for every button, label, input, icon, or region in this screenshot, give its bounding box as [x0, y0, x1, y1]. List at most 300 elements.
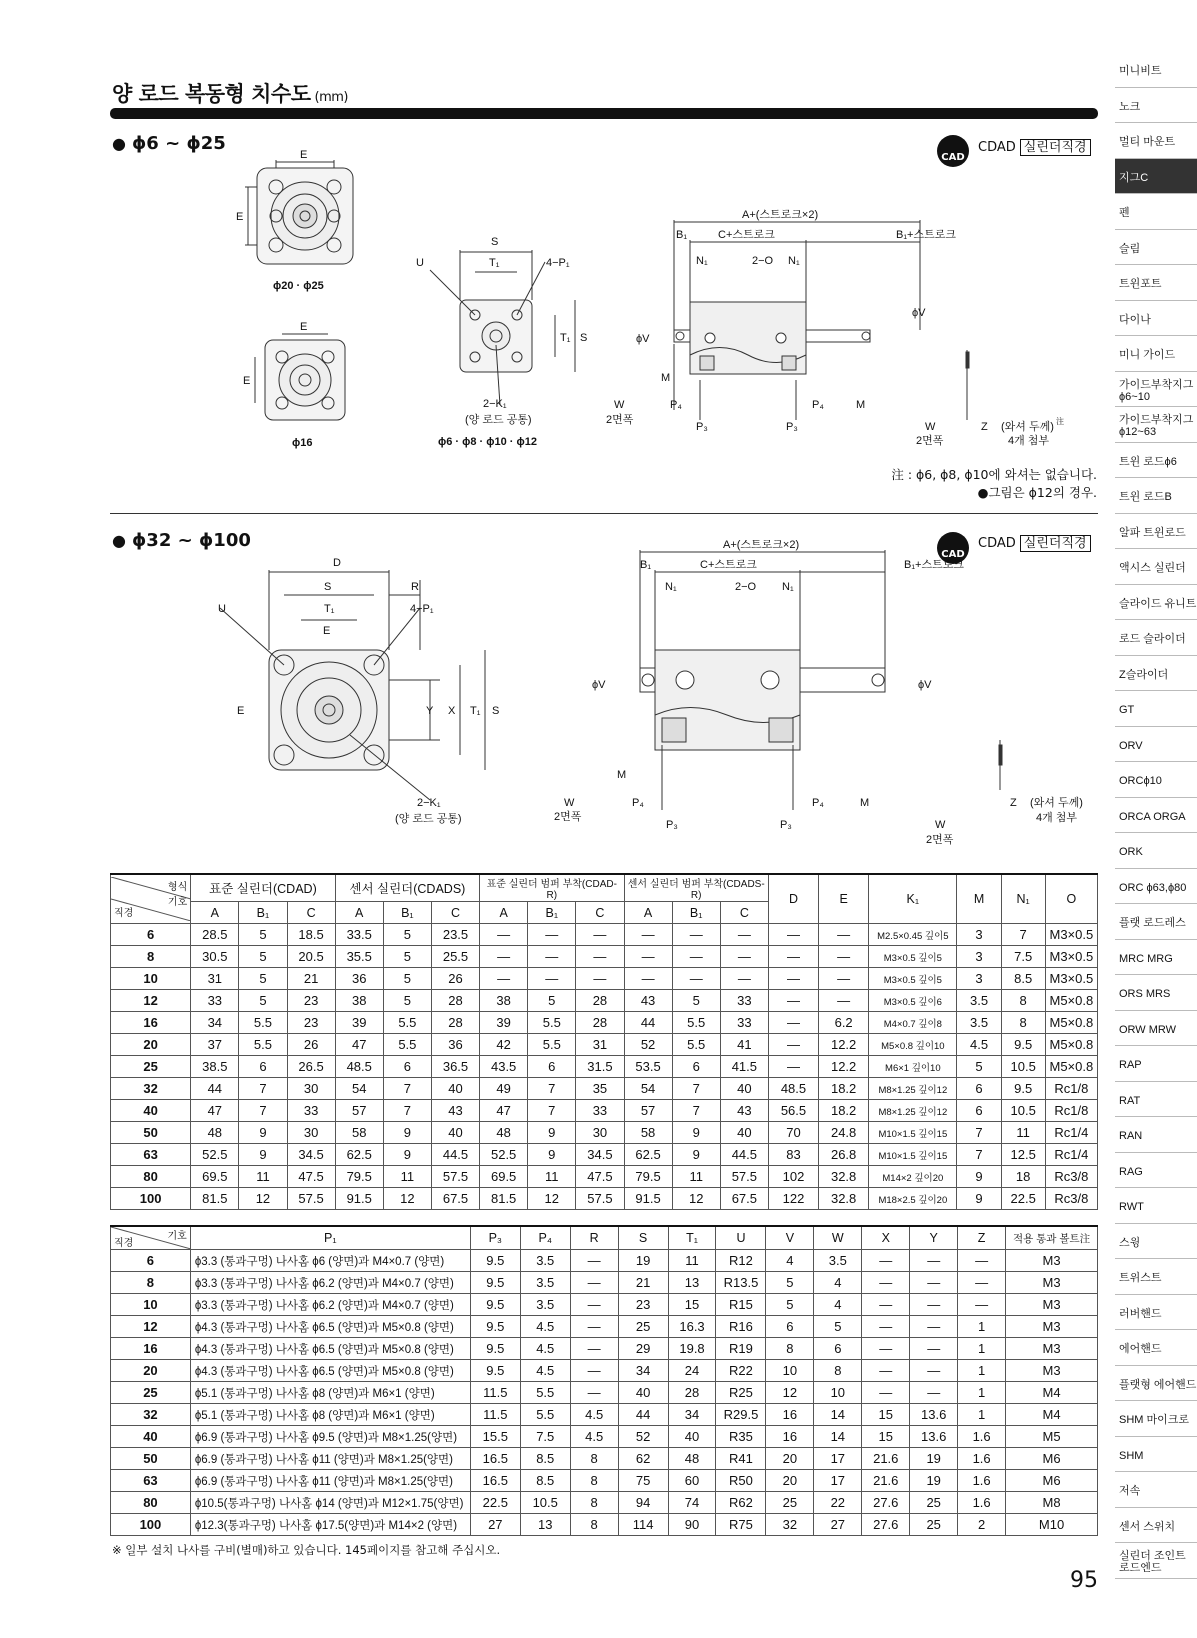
- table-cell: 5.5: [528, 1034, 576, 1056]
- corner-cell: [111, 874, 191, 924]
- table-cell: —: [720, 946, 768, 968]
- table-cell: 13.6: [910, 1404, 958, 1426]
- table-cell: 62.5: [624, 1144, 672, 1166]
- bore-cell: 8: [111, 1272, 191, 1294]
- sidebar-item[interactable]: SHM 마이크로: [1115, 1401, 1197, 1437]
- dim-p3-b: P₃: [786, 421, 798, 433]
- title-unit: (mm): [314, 90, 348, 105]
- table-cell: 4.5: [520, 1338, 570, 1360]
- table-cell: 7: [383, 1078, 431, 1100]
- sidebar-item[interactable]: ORCA ORGA: [1115, 798, 1197, 834]
- table-cell: 44: [624, 1012, 672, 1034]
- table-cell: ϕ3.3 (통과구멍) 나사홈 ϕ6 (양면)과 M4×0.7 (양면): [190, 1250, 470, 1272]
- table-cell: 8: [1001, 990, 1045, 1012]
- table-cell: 32.8: [819, 1188, 869, 1210]
- table-cell: 1.6: [958, 1448, 1006, 1470]
- table-cell: 15: [668, 1294, 716, 1316]
- table-cell: ϕ4.3 (통과구멍) 나사홈 ϕ6.5 (양면)과 M5×0.8 (양면): [190, 1338, 470, 1360]
- sidebar-item[interactable]: SHM: [1115, 1437, 1197, 1473]
- section2-heading-text: ϕ32 ~ ϕ100: [131, 530, 251, 551]
- col-a: A: [191, 902, 239, 924]
- table-cell: 48: [668, 1448, 716, 1470]
- section1-heading-text: ϕ6 ~ ϕ25: [131, 133, 226, 154]
- dim-e-vert: E: [236, 211, 244, 223]
- sidebar-item[interactable]: RAT: [1115, 1082, 1197, 1118]
- sidebar-item[interactable]: 센서 스위치: [1115, 1508, 1197, 1544]
- table-cell: 74: [668, 1492, 716, 1514]
- table-cell: ϕ10.5(통과구멍) 나사홈 ϕ14 (양면)과 M12×1.75(양면): [190, 1492, 470, 1514]
- bore-cell: 20: [111, 1034, 191, 1056]
- table-cell: 6: [766, 1316, 814, 1338]
- table-cell: Rc1/8: [1045, 1100, 1097, 1122]
- table-cell: 5: [383, 946, 431, 968]
- table-cell: —: [528, 924, 576, 946]
- table-cell: 8: [570, 1470, 618, 1492]
- table-cell: 57.5: [576, 1188, 624, 1210]
- table-cell: 6: [814, 1338, 862, 1360]
- dim-z: Z: [1010, 797, 1017, 809]
- table-cell: M5×0.8: [1045, 1012, 1097, 1034]
- table-cell: 58: [624, 1122, 672, 1144]
- table-cell: R50: [716, 1470, 766, 1492]
- table-cell: —: [672, 924, 720, 946]
- table-cell: —: [768, 1012, 818, 1034]
- sidebar-item[interactable]: 가이드부착지그 ϕ6~10: [1115, 372, 1197, 408]
- table-cell: 3.5: [520, 1250, 570, 1272]
- table-cell: 3: [957, 968, 1001, 990]
- table-cell: 37: [191, 1034, 239, 1056]
- table-cell: —: [720, 968, 768, 990]
- cad-label-text: CDAD: [978, 140, 1016, 155]
- table-cell: 40: [431, 1122, 479, 1144]
- table-cell: 36: [335, 968, 383, 990]
- table-row: [111, 924, 1098, 946]
- table-cell: 54: [624, 1078, 672, 1100]
- table-cell: 54: [335, 1078, 383, 1100]
- dim-m2: M: [860, 797, 870, 809]
- sidebar-item[interactable]: 트윈 로드B: [1115, 478, 1197, 514]
- sidebar-item[interactable]: 미니 가이드: [1115, 336, 1197, 372]
- table-cell: 5: [672, 990, 720, 1012]
- table-cell: 7: [957, 1144, 1001, 1166]
- table-cell: 9.5: [470, 1316, 520, 1338]
- table-cell: M5×0.8 깊이10: [869, 1034, 957, 1056]
- table-row: [111, 1294, 1098, 1316]
- sidebar-item[interactable]: 스윙: [1115, 1224, 1197, 1260]
- col-a: A: [335, 902, 383, 924]
- table-cell: M3×0.5 깊이5: [869, 946, 957, 968]
- table-row: [111, 1250, 1098, 1272]
- table-cell: 25: [766, 1492, 814, 1514]
- table-cell: —: [570, 1272, 618, 1294]
- table-cell: 1: [958, 1404, 1006, 1426]
- table-cell: 8: [570, 1492, 618, 1514]
- table-cell: 22: [814, 1492, 862, 1514]
- table-cell: 62.5: [335, 1144, 383, 1166]
- bore-cell: 20: [111, 1360, 191, 1382]
- table-row: [111, 1078, 1098, 1100]
- note-figure: ●그림은 ϕ12의 경우.: [977, 485, 1097, 500]
- table-cell: 53.5: [624, 1056, 672, 1078]
- table-row: [111, 1404, 1098, 1426]
- dim-y: Y: [426, 705, 434, 717]
- cad-label-2-text: CDAD: [978, 536, 1016, 551]
- sidebar-item[interactable]: 지그C: [1115, 159, 1197, 195]
- table-row: [111, 1012, 1098, 1034]
- table-cell: 12: [383, 1188, 431, 1210]
- table-cell: 40: [668, 1426, 716, 1448]
- table-cell: 32: [766, 1514, 814, 1536]
- table-cell: 9: [672, 1144, 720, 1166]
- table-cell: 8: [570, 1448, 618, 1470]
- table-cell: 6.2: [819, 1012, 869, 1034]
- table-cell: ϕ4.3 (통과구멍) 나사홈 ϕ6.5 (양면)과 M5×0.8 (양면): [190, 1316, 470, 1338]
- table-cell: M10×1.5 깊이15: [869, 1122, 957, 1144]
- table-cell: —: [910, 1294, 958, 1316]
- table-cell: 48: [191, 1122, 239, 1144]
- table-cell: 47.5: [287, 1166, 335, 1188]
- table-row: [111, 1448, 1098, 1470]
- sidebar-item[interactable]: ORV: [1115, 727, 1197, 763]
- dim-e2-vert: E: [243, 375, 251, 387]
- sidebar-item[interactable]: 플랫 로드레스: [1115, 904, 1197, 940]
- sidebar-item[interactable]: 플랫형 에어핸드: [1115, 1366, 1197, 1402]
- table-cell: 9: [383, 1144, 431, 1166]
- sidebar-item[interactable]: 노크: [1115, 88, 1197, 124]
- sidebar-item[interactable]: 슬림: [1115, 230, 1197, 266]
- table-cell: 34.5: [287, 1144, 335, 1166]
- table-cell: 56.5: [768, 1100, 818, 1122]
- bore-cell: 25: [111, 1382, 191, 1404]
- table-cell: 40: [720, 1122, 768, 1144]
- table-cell: 38.5: [191, 1056, 239, 1078]
- dim-v1: ϕV: [592, 679, 606, 691]
- side-view-small: [674, 220, 969, 420]
- table-cell: ϕ5.1 (통과구멍) 나사홈 ϕ8 (양면)과 M6×1 (양면): [190, 1382, 470, 1404]
- table-cell: 9.5: [470, 1294, 520, 1316]
- dim-n1: N₁: [696, 255, 708, 267]
- table-cell: 70: [768, 1122, 818, 1144]
- sidebar-item[interactable]: 실린더 조인트 로드엔드: [1115, 1543, 1197, 1579]
- table-row: [111, 1166, 1098, 1188]
- sidebar-item[interactable]: 액시스 실린더: [1115, 549, 1197, 585]
- dim-s-vert: S: [580, 332, 588, 344]
- sidebar-item[interactable]: 펜: [1115, 194, 1197, 230]
- table-cell: 91.5: [335, 1188, 383, 1210]
- table-cell: R25: [716, 1382, 766, 1404]
- table-cell: 13: [520, 1514, 570, 1536]
- table-cell: 4.5: [957, 1034, 1001, 1056]
- table-cell: —: [570, 1382, 618, 1404]
- table-cell: 12.2: [819, 1034, 869, 1056]
- table-cell: 8: [570, 1514, 618, 1536]
- table-cell: 48.5: [768, 1078, 818, 1100]
- table-cell: 6: [383, 1056, 431, 1078]
- table-cell: —: [624, 946, 672, 968]
- table-cell: 11: [239, 1166, 287, 1188]
- table-cell: 52.5: [480, 1144, 528, 1166]
- table-cell: 18.5: [287, 924, 335, 946]
- dim-m1: M: [661, 372, 671, 384]
- table-cell: 52: [624, 1034, 672, 1056]
- dim-washer-mark: 注: [1056, 417, 1064, 426]
- sidebar-item[interactable]: 멀티 마운트: [1115, 123, 1197, 159]
- sidebar-item[interactable]: ORC ϕ63,ϕ80: [1115, 869, 1197, 905]
- table-cell: M6: [1006, 1448, 1098, 1470]
- table-row: [111, 946, 1098, 968]
- table-cell: —: [862, 1272, 910, 1294]
- sidebar-item[interactable]: 슬라이드 유니트: [1115, 585, 1197, 621]
- table-cell: —: [576, 968, 624, 990]
- table-cell: 26.8: [819, 1144, 869, 1166]
- table-cell: M5×0.8: [1045, 990, 1097, 1012]
- bore-cell: 80: [111, 1492, 191, 1514]
- table-cell: 8.5: [520, 1470, 570, 1492]
- table-cell: 35: [576, 1078, 624, 1100]
- sidebar-item[interactable]: 트윈포트: [1115, 265, 1197, 301]
- table-cell: 3: [957, 924, 1001, 946]
- table-cell: 1.6: [958, 1470, 1006, 1492]
- table-cell: 7.5: [520, 1426, 570, 1448]
- table-cell: ϕ6.9 (통과구멍) 나사홈 ϕ11 (양면)과 M8×1.25(양면): [190, 1448, 470, 1470]
- table-cell: 30: [287, 1122, 335, 1144]
- table-cell: 122: [768, 1188, 818, 1210]
- sidebar-item[interactable]: 로드 슬라이더: [1115, 620, 1197, 656]
- table-cell: ϕ6.9 (통과구멍) 나사홈 ϕ11 (양면)과 M8×1.25(양면): [190, 1470, 470, 1492]
- corner-symbol-2: 기호: [167, 1231, 187, 1242]
- col-bolt: 적용 통과 볼트注: [1006, 1226, 1098, 1250]
- dim-z: Z: [981, 421, 988, 433]
- table-cell: M4: [1006, 1382, 1098, 1404]
- table-cell: 26: [431, 968, 479, 990]
- table-row: [111, 1426, 1098, 1448]
- sidebar-item[interactable]: GT: [1115, 691, 1197, 727]
- table-cell: 5.5: [520, 1404, 570, 1426]
- caption-16: ϕ16: [292, 437, 313, 449]
- table-cell: 10: [766, 1360, 814, 1382]
- col-c: C: [576, 902, 624, 924]
- table-cell: 40: [431, 1078, 479, 1100]
- table-cell: 30: [287, 1078, 335, 1100]
- sidebar-item[interactable]: ORW MRW: [1115, 1011, 1197, 1047]
- table-cell: 7: [957, 1122, 1001, 1144]
- table-cell: 7: [383, 1100, 431, 1122]
- sidebar-item[interactable]: RWT: [1115, 1188, 1197, 1224]
- sidebar-item[interactable]: ORCϕ10: [1115, 762, 1197, 798]
- table-cell: 33: [720, 990, 768, 1012]
- col-k1: K₁: [869, 874, 957, 924]
- table-cell: 4.5: [520, 1360, 570, 1382]
- table-cell: 57: [335, 1100, 383, 1122]
- table-cell: 17: [814, 1470, 862, 1492]
- table-row: [111, 1338, 1098, 1360]
- dim-e: E: [323, 625, 331, 637]
- dim-k1-note: (양 로드 공통): [465, 414, 532, 426]
- section2-heading: ● ϕ32 ~ ϕ100: [112, 530, 251, 551]
- col-b1: B₁: [672, 902, 720, 924]
- table-cell: 4.5: [570, 1426, 618, 1448]
- table-cell: —: [528, 946, 576, 968]
- table-cell: 16: [766, 1404, 814, 1426]
- table-cell: 24: [668, 1360, 716, 1382]
- table-cell: 25.5: [431, 946, 479, 968]
- table-cell: 3.5: [520, 1272, 570, 1294]
- table-cell: 10: [814, 1382, 862, 1404]
- table-cell: 43: [720, 1100, 768, 1122]
- table-cell: 5: [239, 968, 287, 990]
- sidebar-item[interactable]: 에어핸드: [1115, 1330, 1197, 1366]
- table-cell: 16: [766, 1426, 814, 1448]
- table-cell: 13.6: [910, 1426, 958, 1448]
- table-cell: 3: [957, 946, 1001, 968]
- table-cell: 41: [720, 1034, 768, 1056]
- table-cell: R19: [716, 1338, 766, 1360]
- col-c: C: [287, 902, 335, 924]
- table-cell: 12: [672, 1188, 720, 1210]
- sidebar-item[interactable]: RAP: [1115, 1046, 1197, 1082]
- table-cell: 5: [957, 1056, 1001, 1078]
- col-b1: B₁: [383, 902, 431, 924]
- sidebar-item[interactable]: 트위스트: [1115, 1259, 1197, 1295]
- spec-table-2: [110, 1225, 1098, 1536]
- table-cell: 16.5: [470, 1470, 520, 1492]
- table-cell: 11: [383, 1166, 431, 1188]
- cad-icon-2[interactable]: CAD: [937, 532, 969, 564]
- table-cell: 5: [766, 1272, 814, 1294]
- dim-m2: M: [856, 399, 866, 411]
- flange-32-100-view: [220, 570, 485, 800]
- table-cell: M5×0.8: [1045, 1034, 1097, 1056]
- table-cell: —: [958, 1272, 1006, 1294]
- table-cell: M5: [1006, 1426, 1098, 1448]
- cad-box: 실린더직경: [1020, 139, 1091, 156]
- table-cell: 9: [383, 1122, 431, 1144]
- table-cell: 9: [672, 1122, 720, 1144]
- section2-drawings: [0, 540, 1115, 860]
- corner-bore: 직경: [114, 908, 134, 919]
- table-cell: 21: [618, 1272, 668, 1294]
- table-cell: 7: [239, 1100, 287, 1122]
- dim-p4-b: P₄: [812, 797, 824, 809]
- dim-w1: W: [614, 399, 625, 411]
- table-cell: —: [819, 990, 869, 1012]
- table-cell: 5: [383, 924, 431, 946]
- dim-e-vert: E: [237, 705, 245, 717]
- table-cell: 47: [480, 1100, 528, 1122]
- table-cell: 5: [239, 924, 287, 946]
- table-cell: Rc1/8: [1045, 1078, 1097, 1100]
- sidebar-item[interactable]: RAG: [1115, 1153, 1197, 1189]
- table-cell: M4: [1006, 1404, 1098, 1426]
- table-cell: 81.5: [191, 1188, 239, 1210]
- col-y: Y: [910, 1226, 958, 1250]
- sidebar-item[interactable]: 러버핸드: [1115, 1295, 1197, 1331]
- table-cell: 94: [618, 1492, 668, 1514]
- dim-a: A+(스트로크×2): [742, 209, 819, 221]
- table-cell: M3: [1006, 1250, 1098, 1272]
- table-cell: 28: [431, 990, 479, 1012]
- table-cell: 8.5: [520, 1448, 570, 1470]
- dim-p4: P₄: [632, 797, 644, 809]
- bore-cell: 63: [111, 1470, 191, 1492]
- table-cell: ϕ5.1 (통과구멍) 나사홈 ϕ8 (양면)과 M6×1 (양면): [190, 1404, 470, 1426]
- col-u: U: [716, 1226, 766, 1250]
- table-cell: R35: [716, 1426, 766, 1448]
- table-cell: 25: [618, 1316, 668, 1338]
- table-cell: 32.8: [819, 1166, 869, 1188]
- table-cell: —: [910, 1272, 958, 1294]
- sidebar-item[interactable]: 저속: [1115, 1472, 1197, 1508]
- table-cell: 1: [958, 1338, 1006, 1360]
- table-cell: M5×0.8: [1045, 1056, 1097, 1078]
- dim-u: U: [416, 257, 424, 269]
- table-cell: —: [768, 1034, 818, 1056]
- corner-bore-2: 직경: [114, 1238, 134, 1249]
- table-cell: R13.5: [716, 1272, 766, 1294]
- col-s: S: [618, 1226, 668, 1250]
- table-cell: 44.5: [431, 1144, 479, 1166]
- table-cell: —: [862, 1250, 910, 1272]
- table-cell: 28: [668, 1382, 716, 1404]
- table-cell: —: [862, 1338, 910, 1360]
- dim-washer-count: 4개 첨부: [1008, 435, 1050, 447]
- table-cell: 90: [668, 1514, 716, 1536]
- sidebar-item[interactable]: RAN: [1115, 1117, 1197, 1153]
- table-row: [111, 1144, 1098, 1166]
- table-cell: 47.5: [576, 1166, 624, 1188]
- table-cell: 28.5: [191, 924, 239, 946]
- dim-washer-count: 4개 첨부: [1036, 812, 1078, 824]
- sidebar-item[interactable]: 트윈 로드ϕ6: [1115, 443, 1197, 479]
- cad-icon[interactable]: CAD: [937, 135, 969, 167]
- side-view-large: [640, 550, 1002, 810]
- table-cell: 9: [528, 1122, 576, 1144]
- table-cell: 11: [528, 1166, 576, 1188]
- sidebar-item[interactable]: 다이나: [1115, 301, 1197, 337]
- table-cell: —: [910, 1250, 958, 1272]
- table-cell: 3.5: [957, 1012, 1001, 1034]
- table-cell: ϕ3.3 (통과구멍) 나사홈 ϕ6.2 (양면)과 M4×0.7 (양면): [190, 1272, 470, 1294]
- table-row: [111, 1360, 1098, 1382]
- table-cell: 34: [191, 1012, 239, 1034]
- table-cell: —: [910, 1360, 958, 1382]
- cad-box-2: 실린더직경: [1020, 535, 1091, 552]
- table-cell: 57.5: [431, 1166, 479, 1188]
- sidebar-item[interactable]: ORS MRS: [1115, 975, 1197, 1011]
- sidebar-item[interactable]: MRC MRG: [1115, 940, 1197, 976]
- table-cell: 69.5: [480, 1166, 528, 1188]
- dim-w2-note: 2면폭: [916, 435, 944, 447]
- sidebar-item[interactable]: Z슬라이더: [1115, 656, 1197, 692]
- table-cell: 24.8: [819, 1122, 869, 1144]
- table-cell: 1: [958, 1316, 1006, 1338]
- table-cell: M3: [1006, 1316, 1098, 1338]
- table-cell: 31.5: [576, 1056, 624, 1078]
- col-m: M: [957, 874, 1001, 924]
- sidebar-item[interactable]: 알파 트윈로드: [1115, 514, 1197, 550]
- bore-cell: 6: [111, 924, 191, 946]
- sidebar-item[interactable]: 가이드부착지그 ϕ12~63: [1115, 407, 1197, 443]
- section1-dimension-labels: [236, 149, 1064, 449]
- col-c: C: [720, 902, 768, 924]
- table-cell: 12.2: [819, 1056, 869, 1078]
- sidebar-item[interactable]: 미니비트: [1115, 52, 1197, 88]
- table-cell: 8.5: [1001, 968, 1045, 990]
- table-cell: 6: [528, 1056, 576, 1078]
- sidebar-item[interactable]: ORK: [1115, 833, 1197, 869]
- group-cdads-r: 센서 실린더 범퍼 부착(CDADS-R): [624, 874, 768, 902]
- table-cell: R75: [716, 1514, 766, 1536]
